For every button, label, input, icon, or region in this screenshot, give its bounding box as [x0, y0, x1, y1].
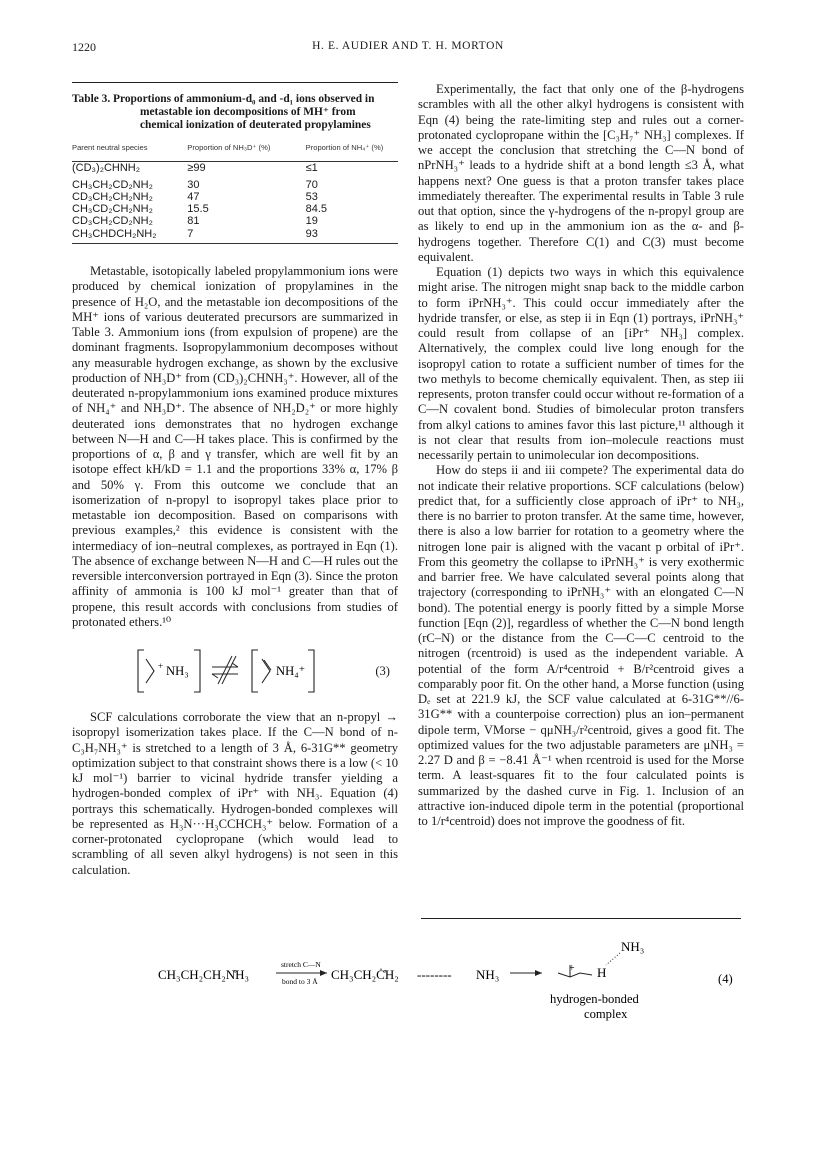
table-cell: CD₃CH₂CD₂NH₂ — [72, 215, 153, 228]
isopropyl-skeleton — [558, 973, 592, 977]
eq3-right-species: NH₄⁺ — [276, 664, 306, 679]
paragraph: Metastable, isotopically labeled propylammonium ions were produced by chemical ionization of propylamines in the presence of H₂O, and the metastable ion decompositions of the MH⁺ ions of various deuterated precursors are summarized in Table 3. Ammonium ions (from expulsion of propene) are the dominant fragments. Isopropylammonium decomposes without any measurable hydrogen exchange, as shown by the exclusive production of NH₃D⁺ from (CD₃)₂CHNH₃⁺. However, all of the deuterated n-propylammonium ions examined produce mixtures of NH₄⁺ and NH₃D⁺. The absence of NH₂D₂⁺ or more highly deuterated ions demonstrates that no hydrogen exchange between N—H and C—H takes place. This is confirmed by the proportions of α, β and γ transfer, which are well fit by an isotope effect kH/kD = 1.1 and the proportions 33% α, 17% β and 50% γ. From this outcome we conclude that an isomerization of n-propyl to isopropyl takes place prior to metastable ion decomposition. Based on comparisons with previous examples,² this evidence is consistent with the intermediacy of ion–neutral complexes, as portrayed in Eqn (1). The absence of exchange between N—H and C—H rules out the reversible interconversion portrayed in Eqn (3). Since the proton affinity of ammonia is 100 kJ mol⁻¹ greater than that of propene, this result accords with conclusions from studies of protonated ethers.¹⁰ — [72, 264, 398, 629]
table-row — [72, 175, 398, 191]
table-row — [72, 215, 398, 227]
table-cell: CH₃CHDCH₂NH₂ — [72, 228, 169, 244]
arrow-label-top: stretch C—N — [281, 960, 321, 969]
arrow-label-bottom: bond to 3 Å — [282, 977, 318, 986]
table-cell: 7 — [169, 228, 285, 244]
table-cell: 93 — [286, 228, 398, 244]
table-cell: 30 — [187, 178, 200, 191]
equation-4 — [72, 925, 744, 1040]
column-header: Parent neutral species — [72, 140, 169, 162]
table-cell: 84.5 — [305, 203, 328, 216]
cross-stroke — [218, 656, 232, 684]
table-cell: CH₃CD₂CH₂NH₂ — [72, 203, 153, 216]
bracket-left-open — [138, 650, 144, 692]
bracket-right-close — [308, 650, 314, 692]
equation-number: (3) — [375, 664, 390, 679]
table-row — [72, 203, 398, 215]
table-header-row — [72, 140, 398, 162]
table-row — [72, 191, 398, 203]
equation-number: (4) — [718, 972, 733, 986]
paragraph: SCF calculations corroborate the view that an n-propyl → isopropyl isomerization takes place. If the C—N bond of n-C₃H₇NH₃⁺ is stretched to a length of 3 Å, 6-31G** geometry optimization subject to that constraint shows there is a low (< 10 kJ mol⁻¹) barrier to vicinal hydride transfer yielding a hydrogen-bonded complex of iPr⁺ with NH₃. Equation (4) portrays this schematically. Hydrogen-bonded complexes will be represented as H₃N···H₃CCHCH₃⁺ below. Formation of a corner-protonated cyclopropane (which would lead to scrambling of all seven alkyl hydrogens) is not seen in this calculation. — [72, 710, 398, 877]
table-cell: ≤1 — [305, 162, 318, 175]
eq4-intermediate-left: CH₃CH₂Ċ̊H₂ — [331, 967, 399, 982]
isopropyl-skeleton — [146, 659, 154, 683]
table-cell: ≥99 — [187, 162, 206, 175]
product-label-1: hydrogen-bonded — [550, 992, 639, 1006]
eq4-dashes: -------- — [417, 967, 452, 982]
hydrogen-bond — [606, 953, 620, 965]
running-header — [72, 40, 744, 60]
right-column — [418, 82, 744, 829]
cation-plus: + — [569, 963, 575, 974]
left-column — [72, 82, 398, 878]
page-number: 1220 — [72, 40, 96, 54]
table-3-grid — [72, 140, 398, 244]
column-header: Proportion of NH₄⁺ (%) — [286, 140, 398, 162]
table-cell: 70 — [305, 178, 318, 191]
bracket-right-open — [252, 650, 258, 692]
paragraph: Equation (1) depicts two ways in which this equivalence might arise. The nitrogen might snap back to the middle carbon to form iPrNH₃⁺. This could occur immediately after the hydride transfer, or else, as step ii in Eqn (1) portrays, iPrNH₃⁺ could result from collapse of an [iPr⁺ NH₃] complex. Alternatively, the complex could live long enough for the isopropyl cation to rotate a sufficient number of times for the two methyls to become chemically equivalent. Then, as step iii represents, proton transfer could occur without re-formation of a C—N covalent bond. Studies of bimolecular proton transfers from alkyl cations to amines favor this last picture,¹¹ although it is not clear that results from ion–molecule reactions must necessarily pertain to unimolecular ion decompositions. — [418, 265, 744, 462]
table-cell: 15.5 — [187, 203, 209, 216]
table-caption: Table 3. Proportions of ammonium-d₀ and -d₁ ions observed in metastable ion decompositions of MH⁺ from chemical ionization of deuterated propylamines — [72, 93, 375, 131]
table-cell: 53 — [305, 190, 318, 203]
eq4-reactant: CH₃CH₂CH₂N̊H₃ — [158, 967, 250, 982]
product-h: H — [597, 965, 607, 980]
product-label-2: complex — [584, 1007, 628, 1021]
table-3 — [72, 82, 398, 244]
author-line: H. E. AUDIER AND T. H. MORTON — [312, 40, 504, 52]
equation-3 — [72, 642, 398, 700]
eq4-intermediate-right: NH₃ — [476, 967, 500, 982]
plus-sign: + — [158, 661, 164, 672]
equation-4-diagram — [72, 925, 744, 1040]
table-row — [72, 162, 398, 175]
product-nh3: NH₃ — [621, 939, 645, 954]
paragraph: How do steps ii and iii compete? The experimental data do not indicate their relative proportions. SCF calculations (below) predict that, for a sufficiently close approach of iPr⁺ to NH₃, there is no barrier to proton transfer. At the same time, however, there is also a low barrier for rotation to a geometry where the nitrogen lone pair is aligned with the vacant p orbital of iPr⁺. From this geometry the collapse to iPrNH₃⁺ is very exothermic and barrier free. We have calculated several points along that trajectory (corresponding to iPrNH₃⁺ with an elongated C—N bond). The potential energy is poorly fitted by a simple Morse function [Eqn (2)], regardless of whether the C—N bond length (rC–N) or the distance from the C—C—C centroid to the nitrogen (rcentroid) is used as the independent variable. A potential of the form A/r⁴centroid + B/r²centroid gives a comparably poor fit. On the other hand, a Morse function (using Dₑ set at 221.9 kJ, the SCF value calculated at 6-31G**//6-31G** with a counterpoise correction) plus an ion–permanent dipole term, VMorse − qμNH₃/r²centroid, gives a good fit. The optimized values for the two adjustable parameters are μNH₃ = 2.27 D and β = −8.41 Å⁻¹ when rcentroid is used for the Morse term. A least-squares fit to the four calculated points is summarized by the dashed curve in Fig. 1. Inclusion of an attractive ion-induced dipole term in the potential (proportional to 1/r⁴centroid) does not improve the goodness of fit. — [418, 463, 744, 828]
table-cell: CD₃CH₂CH₂NH₂ — [72, 190, 153, 203]
paragraph: Experimentally, the fact that only one of the β-hydrogens scrambles with all the other alkyl hydrogens is consistent with Eqn (4) being the rate-limiting step and rules out a corner-protonated cyclopropane within the [C₃H₇⁺ NH₃] complexes. If we accept the conclusion that stretching the C—N bond of nPrNH₃⁺ leads to a hydride shift at a bond length ≤3 Å, what happens next? One guess is that a proton transfer takes place immediately thereafter. The experimental results in Table 3 rule out that option, since the γ-hydrogens of the n-propyl group are as likely to end up in the ammonium ion as the α- and β-hydrogens together. Therefore C(1) and C(3) must become equivalent. — [418, 82, 744, 264]
bracket-left-close — [194, 650, 200, 692]
eq3-left-species: NH₃ — [166, 664, 189, 679]
table-cell: 19 — [305, 215, 318, 228]
column-header: Proportion of NH₃D⁺ (%) — [169, 140, 285, 162]
table-cell: CH₃CH₂CD₂NH₂ — [72, 178, 153, 191]
table-cell: 47 — [187, 190, 200, 203]
table-cell: (CD₃)₂CHNH₂ — [72, 162, 141, 175]
equation-3-diagram — [72, 642, 372, 700]
table-row — [72, 228, 398, 244]
divider-rule — [421, 918, 741, 919]
table-cell: 81 — [187, 215, 200, 228]
